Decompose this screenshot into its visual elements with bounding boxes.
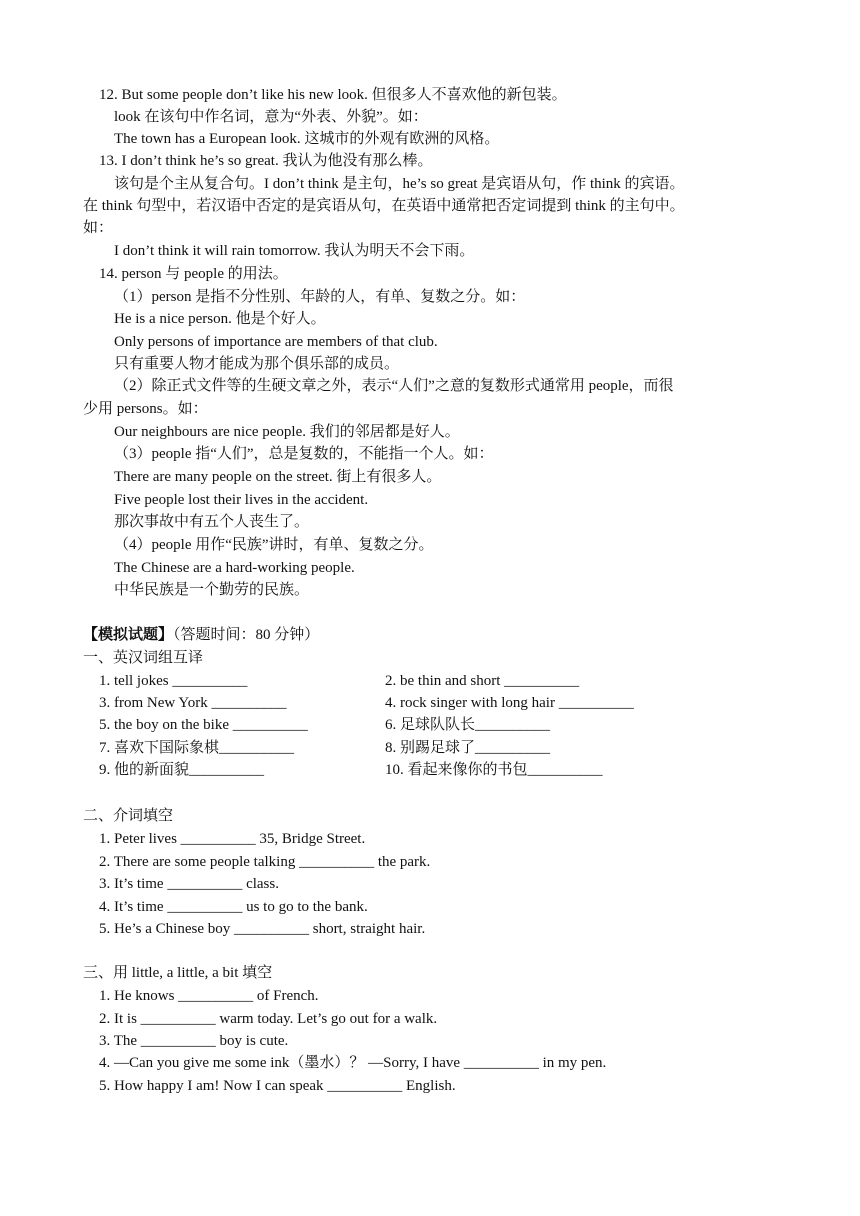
note-14-point-2-line-1: （2）除正式文件等的生硬文章之外，表示“人们”之意的复数形式通常用 people，而很 <box>114 378 674 394</box>
note-12-title: 12. But some people don’t like his new look. 但很多人不喜欢他的新包装。 <box>99 87 567 103</box>
section-1-item-3: 3. from New York __________ <box>99 695 287 711</box>
section-3-item-5: 5. How happy I am! Now I can speak __________ English. <box>99 1078 456 1094</box>
section-3-item-4: 4. —Can you give me some ink（墨水）？ —Sorry, I have __________ in my pen. <box>99 1055 607 1071</box>
note-13-title: 13. I don’t think he’s so great. 我认为他没有那么棒。 <box>99 153 433 169</box>
section-1-item-5: 5. the boy on the bike __________ <box>99 717 308 733</box>
section-1-item-6: 6. 足球队队长__________ <box>385 717 551 733</box>
exam-heading: 【模拟试题】 <box>83 627 174 643</box>
section-1-title: 一、英汉词组互译 <box>83 650 204 666</box>
note-14-point-2-line-2: 少用 persons。如： <box>83 401 208 417</box>
section-1-item-4: 4. rock singer with long hair __________ <box>385 695 634 711</box>
section-2-item-4: 4. It’s time __________ us to go to the bank. <box>99 899 368 915</box>
note-14-point-3-example-2-zh: 那次事故中有五个人丧生了。 <box>114 514 310 530</box>
section-2-item-1: 1. Peter lives __________ 35, Bridge Street. <box>99 831 366 847</box>
note-14-point-3: （3）people 指“人们”，总是复数的，不能指一个人。如： <box>114 446 494 462</box>
note-13-explain-2: 在 think 句型中，若汉语中否定的是宾语从句，在英语中通常把否定词提到 think 的主句中。 <box>83 198 685 214</box>
note-13-explain-3: 如： <box>83 220 114 236</box>
note-14-point-1-example-2-zh: 只有重要人物才能成为那个俱乐部的成员。 <box>114 356 400 372</box>
note-13-explain-1: 该句是个主从复合句。I don’t think 是主句，he’s so great 是宾语从句，作 think 的宾语。 <box>114 176 685 192</box>
section-1-item-2: 2. be thin and short __________ <box>385 673 580 689</box>
section-1-item-7: 7. 喜欢下国际象棋__________ <box>99 740 295 756</box>
note-14-point-4: （4）people 用作“民族”讲时，有单、复数之分。 <box>114 537 434 553</box>
section-2-item-5: 5. He’s a Chinese boy __________ short, straight hair. <box>99 921 426 937</box>
note-14-point-3-example-1: There are many people on the street. 街上有很多人。 <box>114 469 442 485</box>
note-12-explain: look 在该句中作名词，意为“外表、外貌”。如： <box>114 109 428 125</box>
section-1-item-9: 9. 他的新面貌__________ <box>99 762 265 778</box>
section-3-item-2: 2. It is __________ warm today. Let’s go out for a walk. <box>99 1011 438 1027</box>
section-2-item-3: 3. It’s time __________ class. <box>99 876 279 892</box>
section-1-item-10: 10. 看起来像你的书包__________ <box>385 762 603 778</box>
note-14-point-1-example-1: He is a nice person. 他是个好人。 <box>114 311 326 327</box>
exam-time-note: （答题时间：80 分钟） <box>173 627 320 643</box>
section-3-item-1: 1. He knows __________ of French. <box>99 988 319 1004</box>
exam-heading-line <box>83 625 319 645</box>
note-14-point-4-example-en: The Chinese are a hard-working people. <box>114 560 355 576</box>
note-14-point-3-example-2-en: Five people lost their lives in the accident. <box>114 492 369 508</box>
note-14-point-2-example: Our neighbours are nice people. 我们的邻居都是好人。 <box>114 424 460 440</box>
note-14-title: 14. person 与 people 的用法。 <box>99 266 288 282</box>
note-14-point-4-example-zh: 中华民族是一个勤劳的民族。 <box>114 582 310 598</box>
section-1-item-8: 8. 别踢足球了__________ <box>385 740 551 756</box>
note-12-example: The town has a European look. 这城市的外观有欧洲的风格。 <box>114 131 500 147</box>
section-2-item-2: 2. There are some people talking __________ the park. <box>99 854 431 870</box>
section-2-title: 二、介词填空 <box>83 808 174 824</box>
section-1-item-1: 1. tell jokes __________ <box>99 673 248 689</box>
note-13-example: I don’t think it will rain tomorrow. 我认为明天不会下雨。 <box>114 243 475 259</box>
section-3-item-3: 3. The __________ boy is cute. <box>99 1033 289 1049</box>
note-14-point-1-example-2-en: Only persons of importance are members of that club. <box>114 334 438 350</box>
note-14-point-1: （1）person 是指不分性别、年龄的人，有单、复数之分。如： <box>114 289 526 305</box>
section-3-title: 三、用 little, a little, a bit 填空 <box>83 965 273 981</box>
